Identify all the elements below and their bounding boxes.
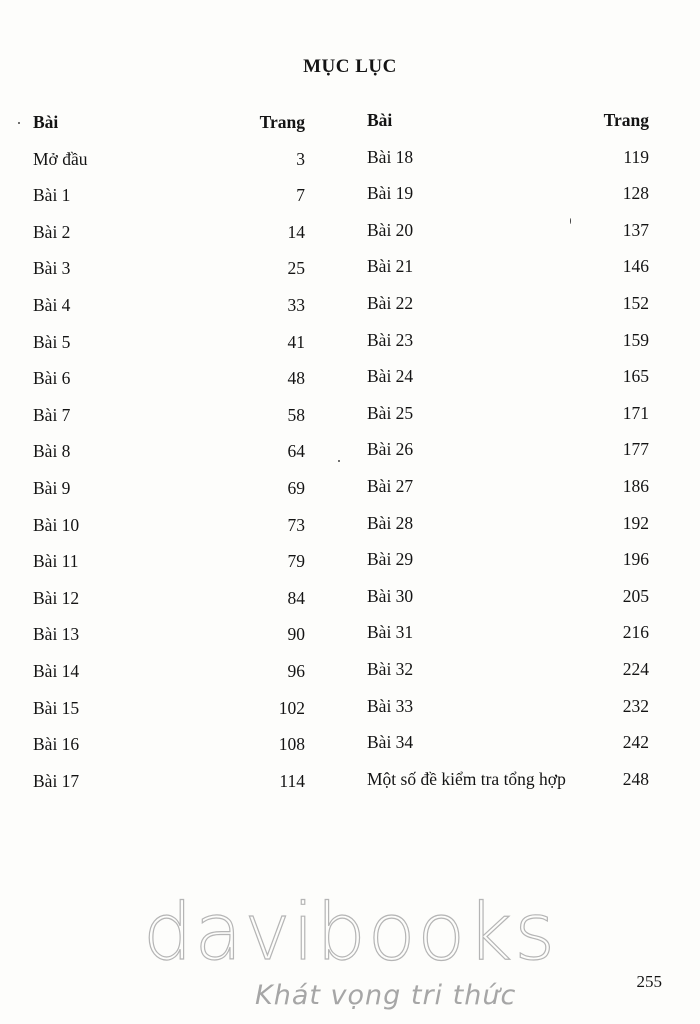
lesson-column-header: Bài	[33, 112, 59, 132]
watermark-slogan: Khát vọng tri thức	[255, 980, 517, 1011]
toc-entry	[33, 549, 305, 586]
toc-entry	[367, 328, 649, 365]
toc-entry-page: 79	[287, 551, 305, 572]
toc-entry-page: 232	[622, 695, 649, 716]
toc-entry-lesson: Mở đầu	[33, 148, 88, 169]
toc-entry-lesson: Bài 16	[33, 734, 80, 755]
toc-entry-lesson: Bài 12	[33, 587, 80, 608]
toc-entry-lesson: Bài 1	[33, 185, 71, 206]
lesson-column-header: Bài	[367, 110, 393, 130]
toc-entry	[367, 218, 649, 255]
toc-entry-lesson: Bài 30	[367, 585, 414, 606]
toc-entry-lesson: Bài 34	[367, 732, 414, 753]
toc-entry-page: 90	[287, 624, 305, 645]
toc-entry-page: 73	[287, 514, 305, 535]
toc-entry-page: 152	[622, 292, 649, 313]
toc-entry-lesson: Bài 24	[367, 366, 414, 387]
toc-entry-page: 48	[287, 368, 305, 389]
toc-entry-lesson: Bài 6	[33, 368, 71, 389]
toc-entry	[367, 767, 649, 804]
toc-entry-lesson: Bài 5	[33, 331, 71, 352]
toc-entry	[33, 586, 305, 623]
toc-entry-page: 64	[287, 441, 305, 462]
toc-entry	[367, 364, 649, 401]
toc-entry-lesson: Bài 3	[33, 258, 71, 279]
toc-entry	[33, 769, 305, 806]
toc-entry-page: 165	[622, 366, 649, 387]
toc-entry	[33, 476, 305, 513]
toc-entry	[33, 293, 305, 330]
toc-entry	[33, 403, 305, 440]
toc-entry-lesson: Bài 23	[367, 329, 414, 350]
toc-entry-page: 224	[622, 658, 649, 679]
toc-entry	[367, 694, 649, 731]
toc-entry	[367, 474, 649, 511]
toc-entry-page: 159	[622, 329, 649, 350]
toc-entry-page: 171	[622, 402, 649, 423]
toc-entry-lesson: Bài 14	[33, 660, 80, 681]
toc-entry	[367, 181, 649, 218]
toc-entry	[33, 183, 305, 220]
toc-entry	[367, 657, 649, 694]
toc-entry	[33, 732, 305, 769]
toc-entry-page: 14	[287, 221, 305, 242]
toc-entry-page: 7	[296, 185, 305, 206]
toc-entry-lesson: Bài 11	[33, 551, 79, 572]
toc-entry-page: 58	[287, 404, 305, 425]
toc-entry-lesson: Bài 15	[33, 697, 80, 718]
toc-entry-page: 41	[287, 331, 305, 352]
toc-entry	[33, 256, 305, 293]
toc-entry-page: 108	[278, 734, 305, 755]
toc-entry-lesson: Bài 7	[33, 404, 71, 425]
page-column-header: Trang	[259, 112, 305, 132]
toc-entry	[33, 330, 305, 367]
toc-entry-lesson: Bài 9	[33, 477, 71, 498]
toc-entry-lesson: Bài 2	[33, 221, 71, 242]
toc-entry-page: 186	[622, 475, 649, 496]
toc-entry-lesson: Bài 18	[367, 146, 414, 167]
toc-entry	[367, 254, 649, 291]
toc-entry	[33, 659, 305, 696]
toc-entry-page: 248	[622, 768, 649, 789]
scan-speck	[570, 218, 571, 224]
toc-entry	[367, 620, 649, 657]
toc-entry-page: 128	[622, 183, 649, 204]
toc-entry-page: 216	[622, 622, 649, 643]
toc-entry	[33, 220, 305, 257]
toc-entry-page: 146	[622, 256, 649, 277]
toc-entry-page: 177	[622, 439, 649, 460]
toc-entry-lesson: Bài 22	[367, 292, 414, 313]
toc-entry-page: 69	[287, 477, 305, 498]
toc-entry-lesson: Bài 28	[367, 512, 414, 533]
toc-entry-page: 25	[287, 258, 305, 279]
toc-entry	[33, 513, 305, 550]
toc-entry	[367, 145, 649, 182]
toc-entry	[33, 696, 305, 733]
toc-entry	[367, 511, 649, 548]
toc-entry-page: 192	[622, 512, 649, 533]
toc-entry	[367, 401, 649, 438]
toc-entry-lesson: Bài 8	[33, 441, 71, 462]
toc-entry-lesson: Bài 17	[33, 770, 80, 791]
toc-header-row	[33, 110, 305, 147]
toc-entry-lesson: Bài 21	[367, 256, 414, 277]
toc-entry-lesson: Bài 13	[33, 624, 80, 645]
toc-entry-lesson: Bài 26	[367, 439, 414, 460]
toc-entry	[33, 622, 305, 659]
toc-left-column	[33, 110, 305, 805]
toc-right-column	[367, 108, 649, 803]
toc-entry	[367, 437, 649, 474]
watermark-brand: davibooks	[143, 888, 557, 978]
page-column-header: Trang	[603, 110, 649, 130]
toc-entry	[367, 584, 649, 621]
toc-entry-lesson: Bài 10	[33, 514, 80, 535]
toc-entry-lesson: Bài 29	[367, 549, 414, 570]
toc-entry-lesson: Bài 25	[367, 402, 414, 423]
toc-entry	[33, 439, 305, 476]
toc-entry-page: 102	[278, 697, 305, 718]
toc-entry-lesson: Bài 27	[367, 475, 414, 496]
toc-entry-page: 242	[622, 732, 649, 753]
toc-entry	[367, 291, 649, 328]
toc-entry-lesson: Bài 33	[367, 695, 414, 716]
toc-entry-lesson: Bài 31	[367, 622, 414, 643]
toc-entry-page: 196	[622, 549, 649, 570]
toc-entry-page: 205	[622, 585, 649, 606]
toc-entry	[33, 147, 305, 184]
page-number: 255	[636, 972, 662, 991]
toc-entry	[367, 547, 649, 584]
toc-entry-lesson: Bài 19	[367, 183, 414, 204]
scan-speck	[338, 460, 340, 462]
toc-entry-lesson: Một số đề kiểm tra tổng hợp	[367, 768, 566, 789]
toc-entry-page: 119	[623, 146, 649, 167]
toc-entry-lesson: Bài 20	[367, 219, 414, 240]
toc-entry-page: 96	[287, 660, 305, 681]
toc-entry	[367, 730, 649, 767]
toc-entry-page: 114	[279, 770, 305, 791]
toc-entry-page: 33	[287, 294, 305, 315]
toc-entry-page: 3	[296, 148, 305, 169]
toc-entry	[33, 366, 305, 403]
toc-entry-page: 137	[622, 219, 649, 240]
scan-speck	[18, 122, 20, 124]
toc-entry-page: 84	[287, 587, 305, 608]
page-title: MỤC LỤC	[303, 56, 397, 77]
toc-entry-lesson: Bài 4	[33, 294, 71, 315]
toc-header-row	[367, 108, 649, 145]
toc-entry-lesson: Bài 32	[367, 658, 414, 679]
